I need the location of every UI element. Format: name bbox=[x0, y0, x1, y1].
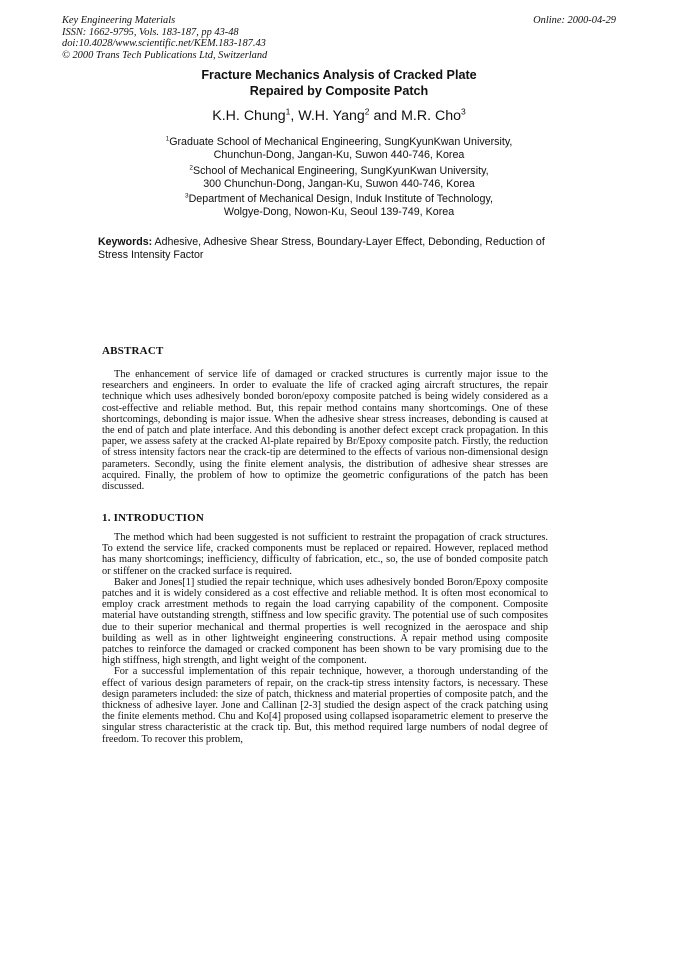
introduction-paragraph: For a successful implementation of this repair technique, however, a thorough understanding of the effect of various design parameters of repair, on the crack-tip stress intensity factors, is necessary. These design parameters included: the size of patch, thickness and material properties of composite patch, and the thickness of adhesive layer. Jone and Callinan [2-3] studied the design aspect of the crack patching using the finite elements method. Chu and Ko[4] proposed using collapsed isoparametric element to preserve the singular stress characteristic at the crack tip. But, this method required large numbers of nodal degree of freedom. To recover this problem, bbox=[102, 666, 548, 745]
journal-header bbox=[62, 15, 267, 61]
affiliation-line: Department of Mechanical Design, Induk Institute of Technology, bbox=[188, 193, 493, 205]
author-1: K.H. Chung bbox=[212, 108, 286, 124]
title-line-2: Repaired by Composite Patch bbox=[249, 84, 429, 98]
journal-name: Key Engineering Materials bbox=[62, 15, 176, 26]
affiliation-mark: 1 bbox=[165, 135, 170, 143]
affiliation-3 bbox=[0, 193, 678, 219]
author-2-affiliation-mark: 2 bbox=[364, 106, 370, 117]
title-line-1: Fracture Mechanics Analysis of Cracked Plate bbox=[201, 68, 477, 82]
abstract-heading: ABSTRACT bbox=[102, 345, 164, 357]
author-list bbox=[0, 108, 678, 124]
author-separator: , bbox=[290, 108, 299, 124]
author-2: W.H. Yang bbox=[298, 108, 365, 124]
keywords-label: Keywords: bbox=[98, 236, 153, 248]
affiliation-mark: 2 bbox=[189, 164, 193, 172]
affiliation-mark: 3 bbox=[185, 192, 189, 200]
affiliation-line: Wolgye-Dong, Nowon-Ku, Seoul 139-749, Korea bbox=[223, 206, 455, 218]
affiliation-line: Chunchun-Dong, Jangan-Ku, Suwon 440-746, Korea bbox=[213, 149, 465, 161]
affiliation-line: School of Mechanical Engineering, SungKyunKwan University, bbox=[192, 165, 489, 177]
affiliation-1 bbox=[0, 136, 678, 162]
introduction-heading: 1. INTRODUCTION bbox=[102, 512, 205, 524]
affiliation-line: 300 Chunchun-Dong, Jangan-Ku, Suwon 440-746, Korea bbox=[203, 178, 475, 190]
abstract-body bbox=[102, 369, 548, 492]
keywords-text: Adhesive, Adhesive Shear Stress, Boundary-Layer Effect, Debonding, Reduction of Stress Intensity Factor bbox=[98, 236, 545, 261]
author-1-affiliation-mark: 1 bbox=[285, 106, 291, 117]
author-separator: and bbox=[369, 108, 402, 124]
paper-title bbox=[0, 67, 678, 99]
copyright-line: © 2000 Trans Tech Publications Ltd, Switzerland bbox=[62, 49, 268, 61]
introduction-paragraph: Baker and Jones[1] studied the repair technique, which uses adhesively bonded Boron/Epoxy composite patches and it is widely considered as a cost effective and reliable method. It is often most economical to employ crack arrestment methods to regain the load carrying capability of the component. Composite material have outstanding strength, stiffness and low specific gravity. The potential use of such composites due to their superior mechanical and thermal properties is well recognized in the aerospace and ship building as well as in other lightweight engineering constructions. A repair method using composite patches to reinforce the damaged or cracked component has been shown to be vary promising due to the high stiffness, high strength, and light weight of the component. bbox=[102, 576, 548, 667]
keywords bbox=[98, 236, 558, 262]
author-3: M.R. Cho bbox=[401, 108, 461, 124]
introduction-paragraph: The method which had been suggested is not sufficient to restraint the propagation of crack structures. To extend the service life, cracked components must be replaced or repaired. However, replaced method has many shortcomings; inefficiency, difficulty of fabrication, etc., so, the use of bonded composite patch or stiffener on the cracked surface is required. bbox=[102, 532, 548, 577]
affiliation-line: Graduate School of Mechanical Engineering, SungKyunKwan University, bbox=[169, 136, 513, 148]
author-3-affiliation-mark: 3 bbox=[460, 106, 466, 117]
introduction-body bbox=[102, 532, 548, 745]
online-date: Online: 2000-04-29 bbox=[533, 15, 616, 26]
doi-line: doi:10.4028/www.scientific.net/KEM.183-187.43 bbox=[62, 38, 266, 50]
abstract-paragraph: The enhancement of service life of damaged or cracked structures is currently major issue to the researchers and engineers. In order to evaluate the life of cracked aging aircraft structures, the repair technique which uses adhesively bonded boron/epoxy composite patched is being widely considered as a cost-effective and reliable method. But, this repair method contains many shortcomings. One of these shortcomings, debonding is major issue. When the adhesive shear stress increases, debonding is caused at the end of patch and plate interface. And this debonding is another defect except crack propagation. In this paper, we assess safety at the cracked Al-plate repaired by Br/Epoxy composite patch. Firstly, the reduction of stress intensity factors near the crack-tip are determined to the effects of various non-dimensional design parameters. Secondly, using the finite element analysis, the distribution of adhesive shear stresses are acquired. Finally, the problem of how to optimize the geometric configurations of the patch has been discussed. bbox=[102, 369, 548, 493]
issn-line: ISSN: 1662-9795, Vols. 183-187, pp 43-48 bbox=[62, 26, 239, 38]
affiliation-2 bbox=[0, 165, 678, 191]
